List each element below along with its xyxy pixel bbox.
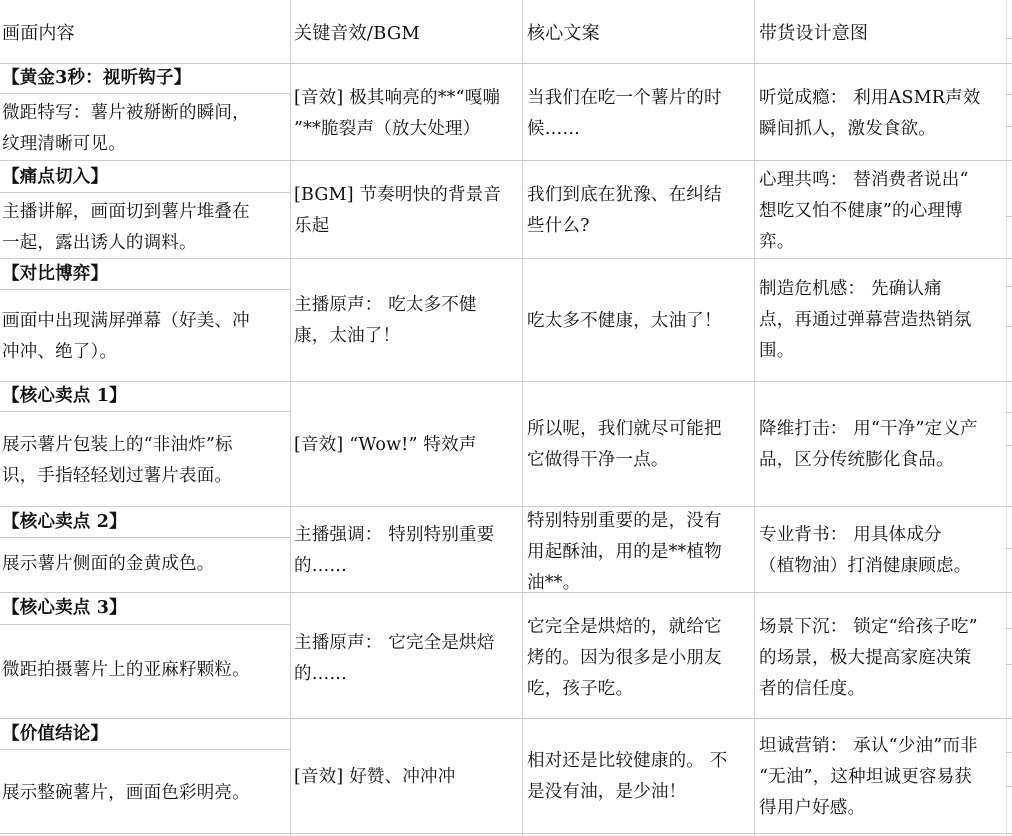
intent-cell: 坦诚营销： 承认“少油”而非 “无油”，这种坦诚更容易获 得用户好感。 <box>759 736 978 818</box>
edge-stub <box>1006 786 1012 787</box>
edge-stub <box>1006 628 1012 629</box>
header-audio: 关键音效/BGM <box>294 23 421 44</box>
audio-cell: 主播原声： 它完全是烘焙 的…… <box>294 633 495 684</box>
row-divider <box>0 833 1012 834</box>
header-copy: 核心文案 <box>527 23 600 44</box>
section-title: 【核心卖点 1】 <box>2 386 127 406</box>
visual-cell: 画面中出现满屏弹幕（好美、冲 冲冲、绝了）。 <box>2 311 250 362</box>
section-title: 【黄金3秒：视听钩子】 <box>2 68 192 88</box>
intent-cell: 听觉成瘾： 利用ASMR声效 瞬间抓人，激发食欲。 <box>759 88 981 139</box>
section-title: 【价值结论】 <box>2 724 109 744</box>
edge-stub <box>1006 664 1012 665</box>
column-divider <box>522 0 523 836</box>
row-divider <box>0 160 1012 161</box>
intent-cell: 制造危机感： 先确认痛 点，再通过弹幕营造热销氛 围。 <box>759 279 972 361</box>
audio-cell: [音效] 好赞、冲冲冲 <box>294 767 456 787</box>
visual-cell: 展示薯片侧面的金黄成色。 <box>2 554 215 574</box>
audio-cell: [音效] 极其响亮的**“嘎嘣 ”**脆裂声（放大处理） <box>294 88 501 139</box>
edge-stub <box>1006 126 1012 127</box>
copy-cell: 相对还是比较健康的。 不 是没有油，是少油！ <box>527 751 728 802</box>
visual-cell: 微距拍摄薯片上的亚麻籽颗粒。 <box>2 660 250 680</box>
copy-cell: 我们到底在犹豫、在纠结 些什么? <box>527 185 722 236</box>
header-intent: 带货设计意图 <box>759 23 869 44</box>
section-title: 【对比博弈】 <box>2 264 109 284</box>
copy-cell: 特别特别重要的是，没有 用起酥油，用的是**植物 油**。 <box>527 511 722 593</box>
edge-stub <box>1006 286 1012 287</box>
copy-cell: 所以呢，我们就尽可能把 它做得干净一点。 <box>527 419 722 470</box>
intent-cell: 降维打击： 用“干净”定义产 品，区分传统膨化食品。 <box>759 419 978 470</box>
edge-stub <box>1006 412 1012 413</box>
intent-cell: 场景下沉： 锁定“给孩子吃” 的场景，极大提高家庭决策 者的信任度。 <box>759 617 978 699</box>
section-divider <box>0 624 290 625</box>
column-divider <box>290 0 291 836</box>
edge-stub <box>1006 94 1012 95</box>
intent-cell: 心理共鸣： 替消费者说出“ 想吃又怕不健康”的心理博 弈。 <box>759 170 969 252</box>
visual-cell: 展示整碗薯片，画面色彩明亮。 <box>2 783 250 803</box>
audio-cell: [音效] “Wow!” 特效声 <box>294 435 477 455</box>
edge-stub <box>1006 326 1012 327</box>
edge-stub <box>1006 548 1012 549</box>
copy-cell: 它完全是烘焙的，就给它 烤的。因为很多是小朋友 吃，孩子吃。 <box>527 617 722 699</box>
edge-stub <box>1006 752 1012 753</box>
edge-stub <box>1006 38 1012 39</box>
edge-stub <box>1006 216 1012 217</box>
section-title: 【核心卖点 2】 <box>2 512 127 532</box>
copy-cell: 当我们在吃一个薯片的时 候…… <box>527 88 722 139</box>
header-visual: 画面内容 <box>2 23 75 44</box>
audio-cell: 主播强调： 特别特别重要 的…… <box>294 525 495 576</box>
visual-cell: 微距特写：薯片被掰断的瞬间， 纹理清晰可见。 <box>2 103 250 154</box>
audio-cell: 主播原声： 吃太多不健 康，太油了！ <box>294 295 477 346</box>
visual-cell: 主播讲解，画面切到薯片堆叠在 一起，露出诱人的调料。 <box>2 202 250 253</box>
copy-cell: 吃太多不健康，太油了！ <box>527 311 722 331</box>
intent-cell: 专业背书： 用具体成分 （植物油）打消健康顾虑。 <box>759 525 972 576</box>
edge-stub <box>1006 445 1012 446</box>
audio-cell: [BGM] 节奏明快的背景音 乐起 <box>294 185 502 236</box>
section-title: 【核心卖点 3】 <box>2 598 127 618</box>
column-divider <box>754 0 755 836</box>
section-title: 【痛点切入】 <box>2 167 109 187</box>
visual-cell: 展示薯片包装上的“非油炸”标 识，手指轻轻划过薯片表面。 <box>2 435 233 486</box>
